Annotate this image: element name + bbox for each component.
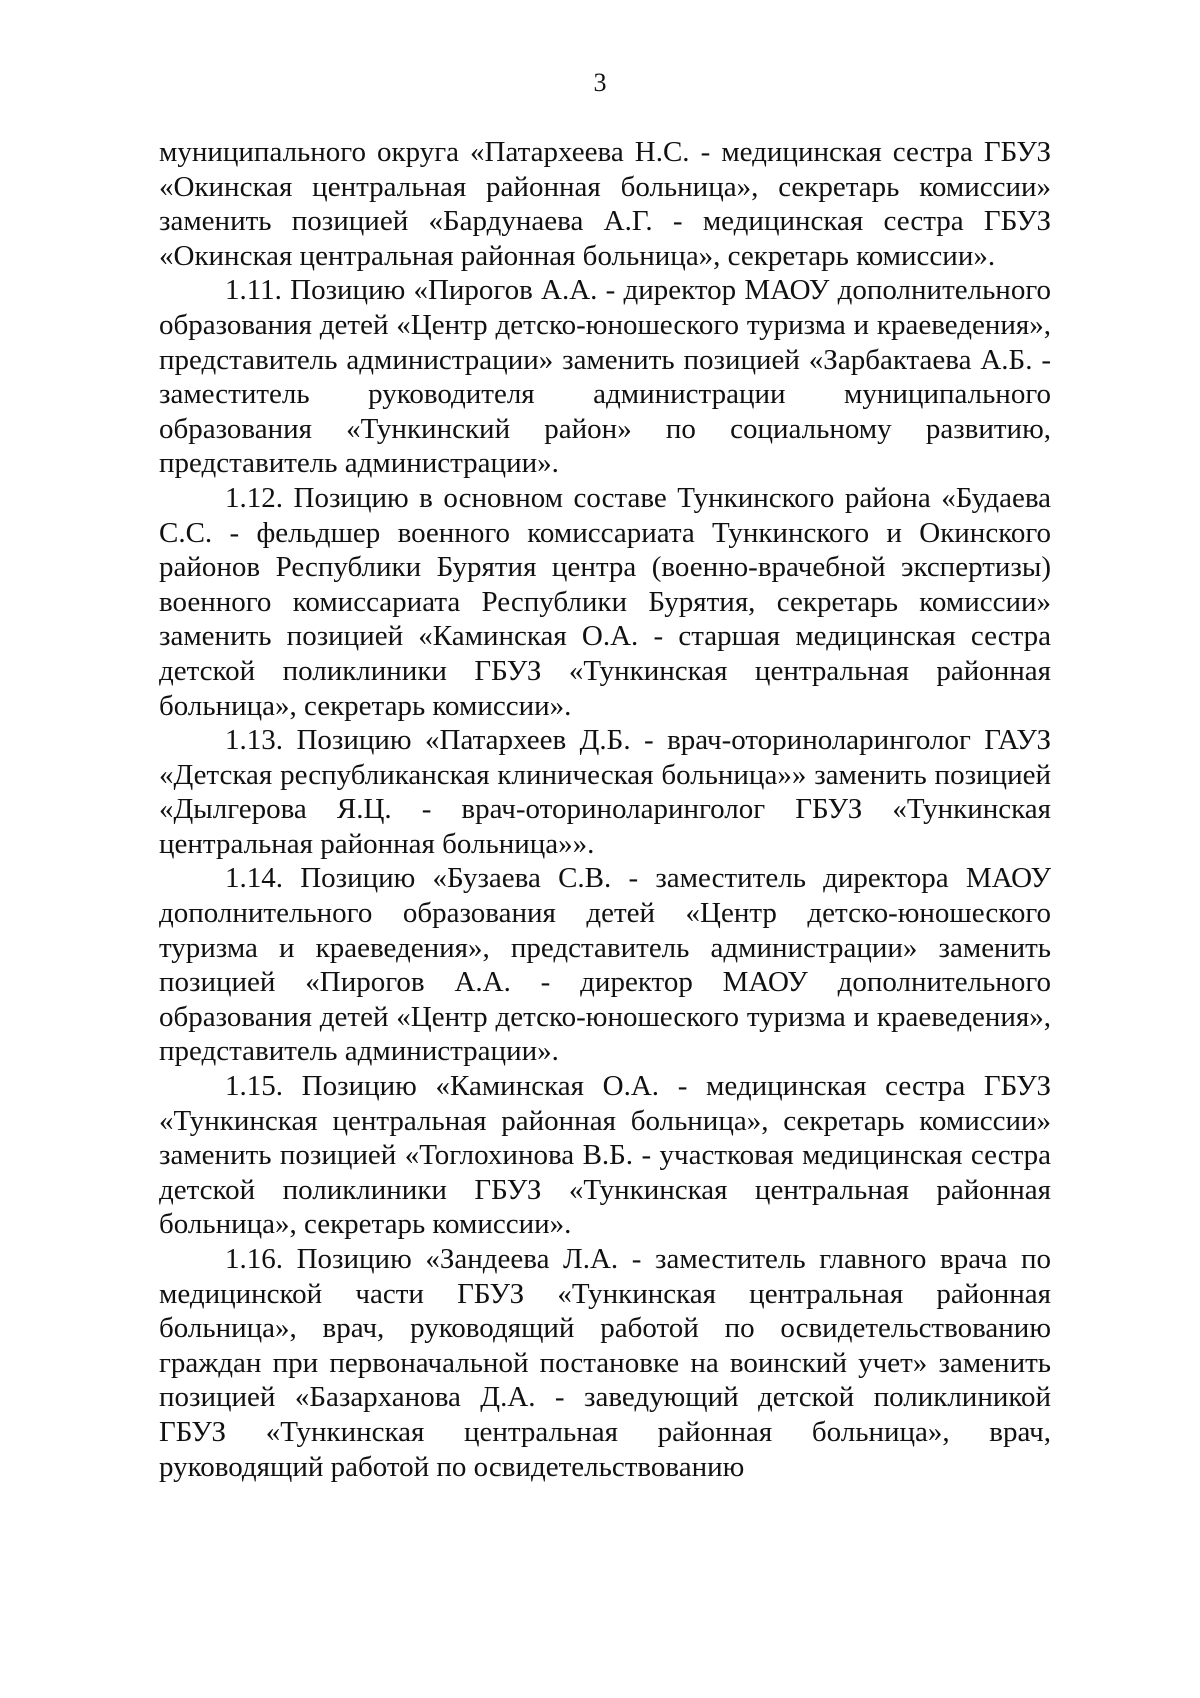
page-number: 3 xyxy=(593,68,607,97)
paragraph-item-1-14: 1.14. Позицию «Бузаева С.В. - заместитель директора МАОУ дополнительного образования детей «Центр детско-юношеского туризма и краеведения», представитель администрации» заменить позицией «Пирогов А.А. - директор МАОУ дополнительного образования детей «Центр детско-юношеского туризма и краеведения», представитель администрации». xyxy=(159,862,1051,1068)
paragraph-item-1-15: 1.15. Позицию «Каминская О.А. - медицинская сестра ГБУЗ «Тункинская центральная районная больница», секретарь комиссии» заменить позицией «Тоглохинова В.Б. - участковая медицинская сестра детской поликлиники ГБУЗ «Тункинская центральная районная больница», секретарь комиссии». xyxy=(159,1070,1051,1241)
paragraph-item-1-11: 1.11. Позицию «Пирогов А.А. - директор МАОУ дополнительного образования детей «Центр детско-юношеского туризма и краеведения», представитель администрации» заменить позицией «Зарбактаева А.Б. - заместитель руководителя администрации муниципального образования «Тункинский район» по социальному развитию, представитель администрации». xyxy=(159,274,1051,480)
paragraph-item-1-12: 1.12. Позицию в основном составе Тункинского района «Будаева С.С. - фельдшер военного комиссариата Тункинского и Окинского районов Республики Бурятия центра (военно-врачебной экспертизы) военного комиссариата Республики Бурятия, секретарь комиссии» заменить позицией «Каминская О.А. - старшая медицинская сестра детской поликлиники ГБУЗ «Тункинская центральная районная больница», секретарь комиссии». xyxy=(159,481,1051,722)
paragraph-continuation: муниципального округа «Патархеева Н.С. - медицинская сестра ГБУЗ «Окинская центральная районная больница», секретарь комиссии» заменить позицией «Бардунаева А.Г. - медицинская сестра ГБУЗ «Окинская центральная районная больница», секретарь комиссии». xyxy=(159,136,1051,272)
paragraph-item-1-16: 1.16. Позицию «Зандеева Л.А. - заместитель главного врача по медицинской части ГБУЗ «Тункинская центральная районная больница», врач, руководящий работой по освидетельствованию граждан при первоначальной постановке на воинский учет» заменить позицией «Базарханова Д.А. - заведующий детской поликлиникой ГБУЗ «Тункинская центральная районная больница», врач, руководящий работой по освидетельствованию xyxy=(159,1243,1051,1483)
document-body xyxy=(159,135,1051,1484)
paragraph-item-1-13: 1.13. Позицию «Патархеев Д.Б. - врач-оториноларинголог ГАУЗ «Детская республиканская клиническая больница»» заменить позицией «Дылгерова Я.Ц. - врач-оториноларинголог ГБУЗ «Тункинская центральная районная больница»». xyxy=(159,724,1051,860)
